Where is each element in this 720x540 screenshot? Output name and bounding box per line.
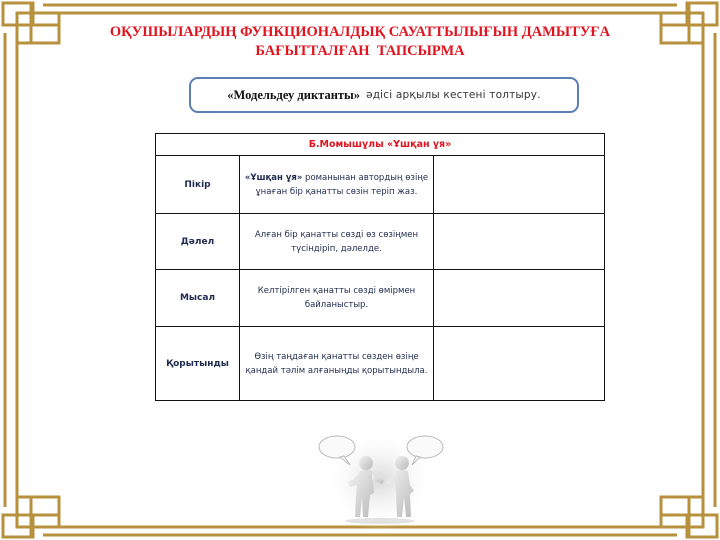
row-label-mysal: Мысал bbox=[156, 270, 240, 327]
table-row bbox=[156, 327, 605, 401]
table-row bbox=[156, 156, 605, 214]
book-title: «Ұшқан ұя» bbox=[244, 172, 303, 183]
row-description bbox=[240, 156, 434, 214]
row-description-text: романынан автордың өзіңе ұнаған бір қанатты сөзін теріп жаз. bbox=[255, 172, 429, 197]
answer-cell[interactable] bbox=[434, 327, 605, 401]
answer-cell[interactable] bbox=[434, 156, 605, 214]
title-line-2: БАҒЫТТАЛҒАН ТАПСЫРМА bbox=[255, 43, 465, 59]
row-description: Келтірілген қанатты сөзді өмірмен байланыстыр. bbox=[240, 270, 434, 327]
task-instruction-box bbox=[189, 77, 579, 113]
row-label-qorytyndy: Қорытынды bbox=[156, 327, 240, 401]
table-row bbox=[156, 270, 605, 327]
title-line-1: ОҚУШЫЛАРДЫҢ ФУНКЦИОНАЛДЫҚ САУАТТЫЛЫҒЫН ДАМЫТУҒА bbox=[109, 24, 611, 40]
page-title bbox=[40, 23, 680, 61]
table-row bbox=[156, 214, 605, 270]
modeling-dictation-table bbox=[155, 133, 605, 401]
row-label-pikir: Пікір bbox=[156, 156, 240, 214]
answer-cell[interactable] bbox=[434, 214, 605, 270]
method-name: «Модельдеу диктанты» bbox=[227, 87, 361, 102]
task-instruction: әдісі арқылы кестені толтыру. bbox=[366, 89, 541, 101]
row-label-dalel: Дәлел bbox=[156, 214, 240, 270]
table-header: Б.Момышұлы «Ұшқан ұя» bbox=[156, 134, 605, 156]
answer-cell[interactable] bbox=[434, 270, 605, 327]
row-description: Өзің таңдаған қанатты сөзден өзіңе қандай тәлім алғаныңды қорытындыла. bbox=[240, 327, 434, 401]
two-figures-speech-bubbles-icon bbox=[310, 425, 450, 535]
row-description: Алған бір қанатты сөзді өз сөзіңмен түсіндіріп, дәлелде. bbox=[240, 214, 434, 270]
